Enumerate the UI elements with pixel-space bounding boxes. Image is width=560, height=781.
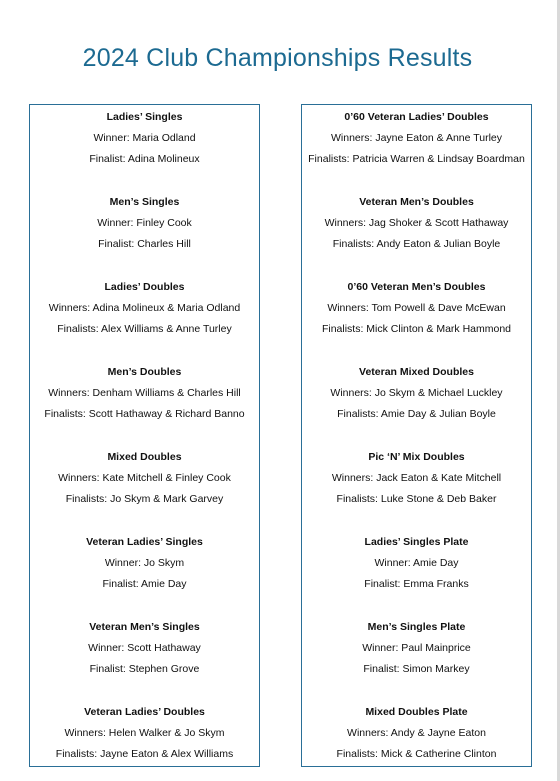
result-section — [30, 535, 259, 591]
result-section — [30, 705, 259, 761]
finalist-line: Finalists: Amie Day & Julian Boyle — [337, 408, 496, 420]
result-section — [302, 365, 531, 421]
result-section — [302, 620, 531, 676]
finalist-line: Finalist: Charles Hill — [98, 238, 191, 250]
section-title: Veteran Mixed Doubles — [359, 366, 474, 378]
finalist-line: Finalists: Mick & Catherine Clinton — [336, 748, 497, 760]
section-title: Veteran Men’s Singles — [89, 621, 200, 633]
winner-line: Winner: Finley Cook — [97, 217, 192, 229]
result-section — [302, 450, 531, 506]
finalist-line: Finalist: Emma Franks — [364, 578, 469, 590]
result-section — [302, 195, 531, 251]
finalist-line: Finalists: Patricia Warren & Lindsay Boardman — [308, 153, 525, 165]
winner-line: Winner: Amie Day — [374, 557, 459, 569]
page-title: 2024 Club Championships Results — [82, 44, 473, 72]
winner-line: Winners: Jack Eaton & Kate Mitchell — [331, 472, 502, 484]
winner-line: Winner: Jo Skym — [104, 557, 185, 569]
result-section — [302, 705, 531, 761]
winner-line: Winners: Denham Williams & Charles Hill — [48, 387, 241, 399]
result-section — [302, 110, 531, 166]
result-section — [30, 110, 259, 166]
winner-line: Winners: Jag Shoker & Scott Hathaway — [324, 217, 509, 229]
section-title: 0’60 Veteran Ladies’ Doubles — [344, 111, 489, 123]
result-section — [30, 195, 259, 251]
section-title: Mixed Doubles Plate — [365, 706, 468, 718]
section-title: Ladies’ Singles — [106, 111, 183, 123]
finalist-line: Finalist: Stephen Grove — [89, 663, 200, 675]
result-section — [302, 535, 531, 591]
section-title: Pic ‘N’ Mix Doubles — [368, 451, 465, 463]
finalist-line: Finalists: Andy Eaton & Julian Boyle — [332, 238, 501, 250]
section-title: Mixed Doubles — [107, 451, 182, 463]
winner-line: Winners: Andy & Jayne Eaton — [347, 727, 486, 739]
section-title: Men’s Doubles — [107, 366, 182, 378]
finalist-line: Finalists: Scott Hathaway & Richard Banno — [44, 408, 245, 420]
section-title: Men’s Singles Plate — [367, 621, 466, 633]
section-title: Veteran Ladies’ Singles — [86, 536, 203, 548]
section-title: Veteran Men’s Doubles — [359, 196, 474, 208]
finalist-line: Finalist: Adina Molineux — [89, 153, 200, 165]
winner-line: Winners: Tom Powell & Dave McEwan — [327, 302, 506, 314]
section-title: Ladies’ Doubles — [104, 281, 185, 293]
result-section — [30, 620, 259, 676]
winner-line: Winners: Jo Skym & Michael Luckley — [330, 387, 503, 399]
winner-line: Winner: Paul Mainprice — [362, 642, 471, 654]
finalist-line: Finalist: Simon Markey — [363, 663, 470, 675]
section-title: Men’s Singles — [109, 196, 180, 208]
finalist-line: Finalists: Luke Stone & Deb Baker — [336, 493, 497, 505]
section-title: 0’60 Veteran Men’s Doubles — [347, 281, 486, 293]
finalist-line: Finalists: Jo Skym & Mark Garvey — [65, 493, 224, 505]
winner-line: Winners: Helen Walker & Jo Skym — [64, 727, 225, 739]
winner-line: Winners: Jayne Eaton & Anne Turley — [330, 132, 502, 144]
result-section — [302, 280, 531, 336]
finalist-line: Finalist: Amie Day — [102, 578, 187, 590]
result-section — [30, 450, 259, 506]
results-column-right — [301, 104, 532, 767]
result-section — [30, 280, 259, 336]
results-column-left — [29, 104, 260, 767]
section-title: Veteran Ladies’ Doubles — [84, 706, 205, 718]
result-section — [30, 365, 259, 421]
winner-line: Winner: Scott Hathaway — [88, 642, 201, 654]
winner-line: Winner: Maria Odland — [93, 132, 196, 144]
finalist-line: Finalists: Mick Clinton & Mark Hammond — [321, 323, 512, 335]
section-title: Ladies’ Singles Plate — [364, 536, 469, 548]
finalist-line: Finalists: Jayne Eaton & Alex Williams — [55, 748, 234, 760]
winner-line: Winners: Adina Molineux & Maria Odland — [48, 302, 241, 314]
finalist-line: Finalists: Alex Williams & Anne Turley — [57, 323, 232, 335]
winner-line: Winners: Kate Mitchell & Finley Cook — [58, 472, 231, 484]
